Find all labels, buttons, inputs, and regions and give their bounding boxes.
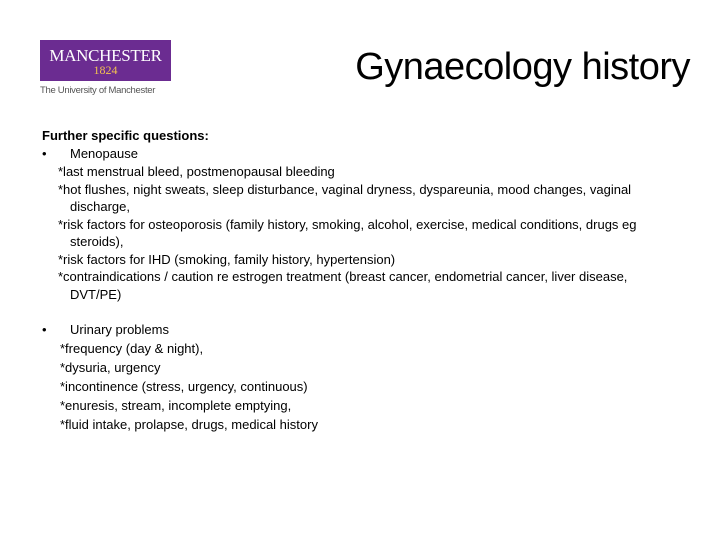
list-item: *dysuria, urgency [60,360,161,375]
bullet-label: Urinary problems [70,322,169,337]
urinary-items [42,339,682,434]
list-item: *fluid intake, prolapse, drugs, medical history [60,417,318,432]
list-item: *frequency (day & night), [60,341,204,356]
slide-body [42,127,682,434]
list-item: *contraindications / caution re estrogen treatment (breast cancer, endometrial cancer, liver disease, DVT/PE) [58,269,628,302]
university-logo [40,40,176,98]
logo-year: 1824 [93,63,118,77]
list-item: *last menstrual bleed, postmenopausal bleeding [58,164,335,179]
bullet-label: Menopause [70,146,138,161]
list-item: *enuresis, stream, incomplete emptying, [60,398,292,413]
menopause-items [42,163,682,303]
logo-badge [40,40,171,81]
slide-title: Gynaecology history [355,46,690,88]
bullet-icon: • [42,322,47,337]
bullet-menopause [42,145,682,163]
list-item: *risk factors for IHD (smoking, family history, hypertension) [58,251,396,267]
bullet-icon: • [42,146,47,161]
logo-subtitle: The University of Manchester [40,85,156,96]
list-item: *risk factors for osteoporosis (family history, smoking, alcohol, exercise, medical conditions, drugs eg steroids), [58,216,637,249]
bullet-urinary [42,321,682,339]
list-item: *incontinence (stress, urgency, continuous) [60,379,308,394]
logo-wordmark: MANCHESTER [49,46,162,65]
list-item: *hot flushes, night sweats, sleep disturbance, vaginal dryness, dyspareunia, mood changes, vaginal discharge, [58,181,632,214]
section-heading: Further specific questions: [42,128,209,143]
spacer [42,303,682,321]
